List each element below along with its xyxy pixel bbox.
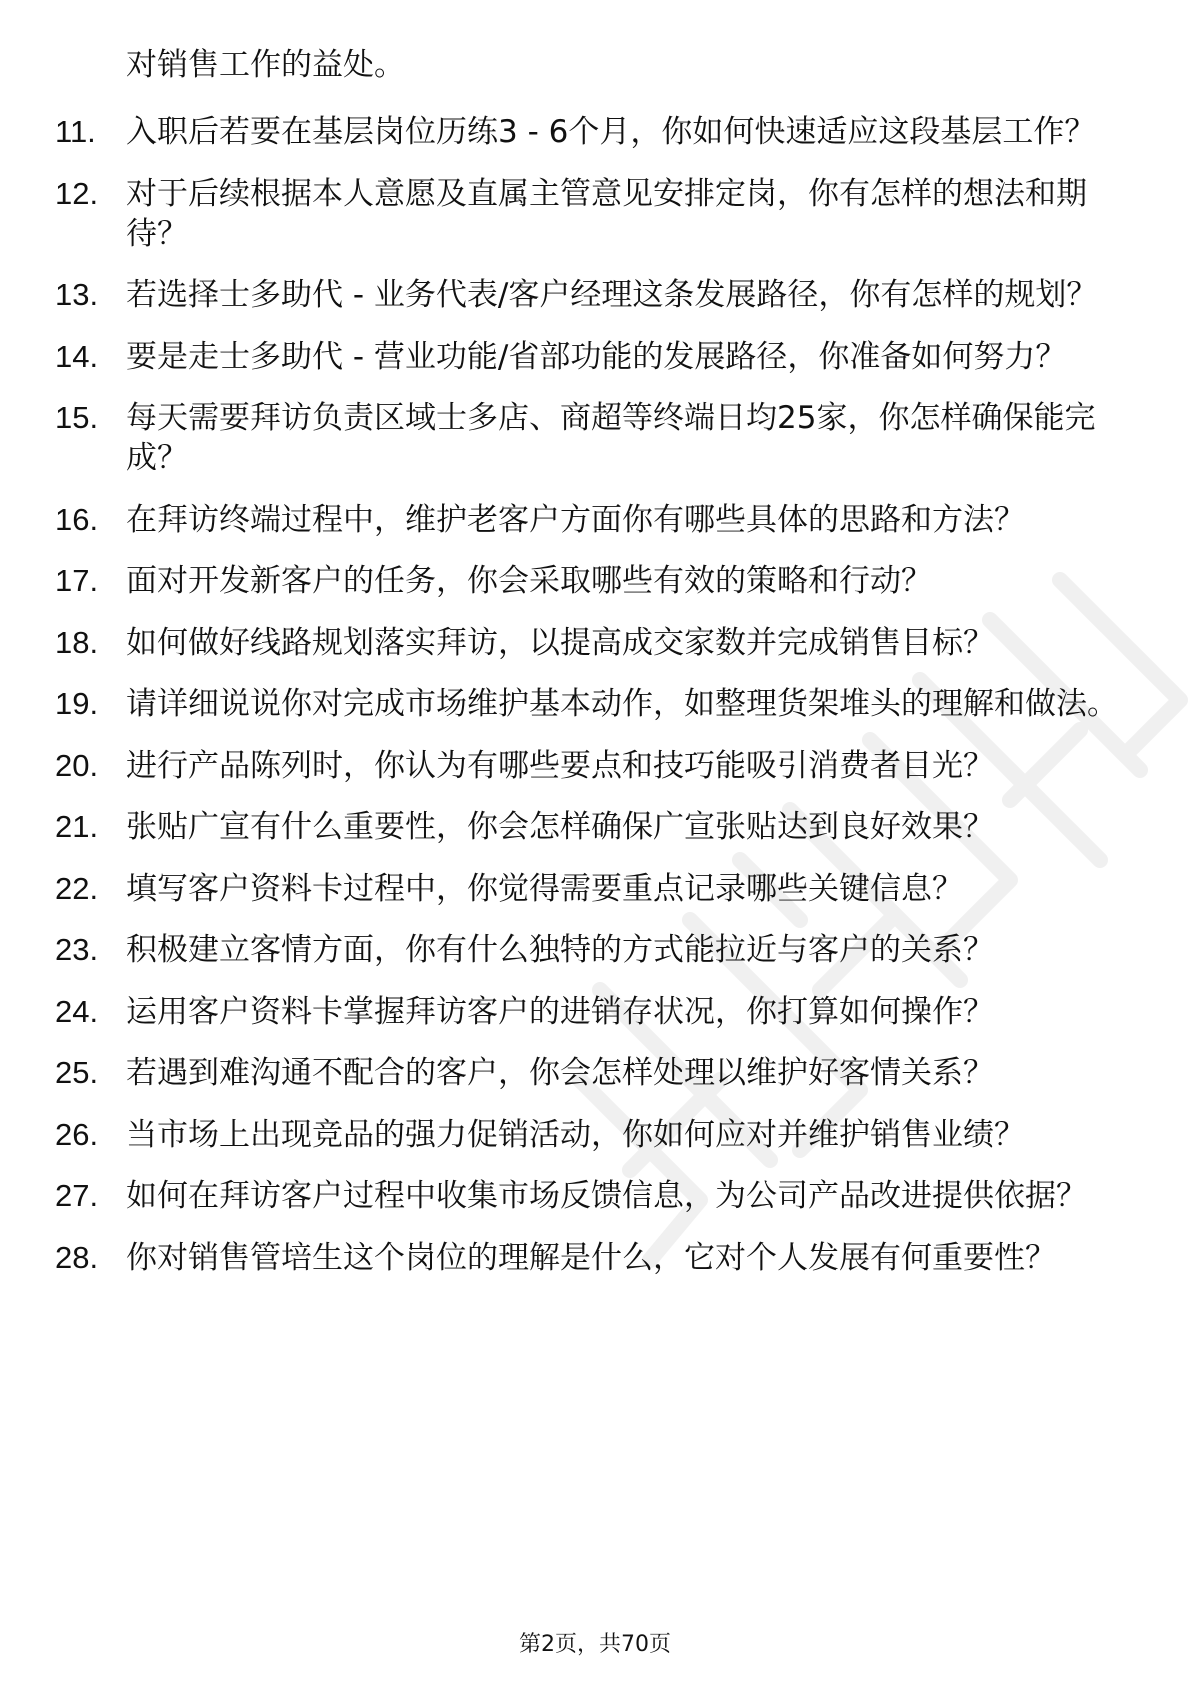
question-number: 16.	[55, 501, 99, 537]
question-number: 26.	[55, 1116, 99, 1152]
question-text: 积极建立客情方面，你有什么独特的方式能拉近与客户的关系？	[126, 932, 994, 968]
question-text: 填写客户资料卡过程中，你觉得需要重点记录哪些关键信息？	[126, 870, 963, 907]
question-text: 面对开发新客户的任务，你会采取哪些有效的策略和行动？	[126, 563, 932, 599]
question-number: 14.	[55, 338, 99, 374]
page-footer	[0, 1631, 1190, 1659]
question-number: 15.	[55, 400, 99, 435]
question-item	[55, 398, 1135, 478]
question-text: 如何在拜访客户过程中收集市场反馈信息，为公司产品改进提供依据？	[126, 1178, 1087, 1214]
question-number: 24.	[55, 993, 99, 1029]
question-text: 入职后若要在基层岗位历练3 - 6个月，你如何快速适应这段基层工作？	[126, 114, 1096, 150]
question-item	[55, 807, 1135, 847]
question-number: 21.	[55, 809, 99, 844]
question-item	[55, 337, 1135, 377]
page-number-label: 第2页，共70页	[519, 1632, 671, 1657]
question-text: 若选择士多助代 - 业务代表/客户经理这条发展路径，你有怎样的规划？	[126, 277, 1098, 313]
question-item	[55, 1176, 1135, 1216]
question-number: 23.	[55, 932, 99, 967]
question-item	[55, 1238, 1135, 1278]
question-number: 25.	[55, 1055, 99, 1090]
question-list	[55, 112, 1135, 1299]
question-number: 12.	[55, 175, 99, 211]
question-text: 运用客户资料卡掌握拜访客户的进销存状况，你打算如何操作？	[126, 993, 994, 1030]
question-number: 18.	[55, 624, 99, 660]
question-text: 每天需要拜访负责区域士多店、商超等终端日均25家，你怎样确保能完成？	[126, 400, 1096, 476]
question-number: 17.	[55, 563, 99, 598]
question-item	[55, 112, 1135, 152]
question-item	[55, 561, 1135, 601]
question-item	[55, 275, 1135, 315]
question-item	[55, 174, 1135, 254]
question-item	[55, 684, 1135, 724]
question-item	[55, 500, 1135, 540]
question-number: 28.	[55, 1239, 99, 1275]
continuation-text: 对销售工作的益处。	[126, 47, 405, 83]
question-number: 11.	[55, 114, 96, 149]
question-item	[55, 1053, 1135, 1093]
question-text: 要是走士多助代 - 营业功能/省部功能的发展路径，你准备如何努力？	[126, 338, 1067, 375]
question-text: 请详细说说你对完成市场维护基本动作，如整理货架堆头的理解和做法。	[126, 686, 1118, 722]
question-number: 22.	[55, 870, 99, 906]
question-text: 你对销售管培生这个岗位的理解是什么，它对个人发展有何重要性？	[126, 1239, 1056, 1276]
question-item	[55, 930, 1135, 970]
question-item	[55, 746, 1135, 786]
question-number: 13.	[55, 277, 99, 312]
question-item	[55, 1115, 1135, 1155]
question-number: 20.	[55, 747, 99, 783]
question-text: 如何做好线路规划落实拜访，以提高成交家数并完成销售目标？	[126, 624, 994, 661]
question-text: 张贴广宣有什么重要性，你会怎样确保广宣张贴达到良好效果？	[126, 809, 994, 845]
question-text: 在拜访终端过程中，维护老客户方面你有哪些具体的思路和方法？	[126, 501, 1025, 538]
question-text: 若遇到难沟通不配合的客户，你会怎样处理以维护好客情关系？	[126, 1055, 994, 1091]
question-text: 对于后续根据本人意愿及直属主管意见安排定岗，你有怎样的想法和期待？	[126, 175, 1087, 252]
question-item	[55, 992, 1135, 1032]
question-item	[55, 869, 1135, 909]
question-text: 进行产品陈列时，你认为有哪些要点和技巧能吸引消费者目光？	[126, 747, 994, 784]
question-item	[55, 623, 1135, 663]
question-number: 27.	[55, 1178, 99, 1213]
question-number: 19.	[55, 686, 99, 721]
question-text: 当市场上出现竞品的强力促销活动，你如何应对并维护销售业绩？	[126, 1116, 1025, 1153]
